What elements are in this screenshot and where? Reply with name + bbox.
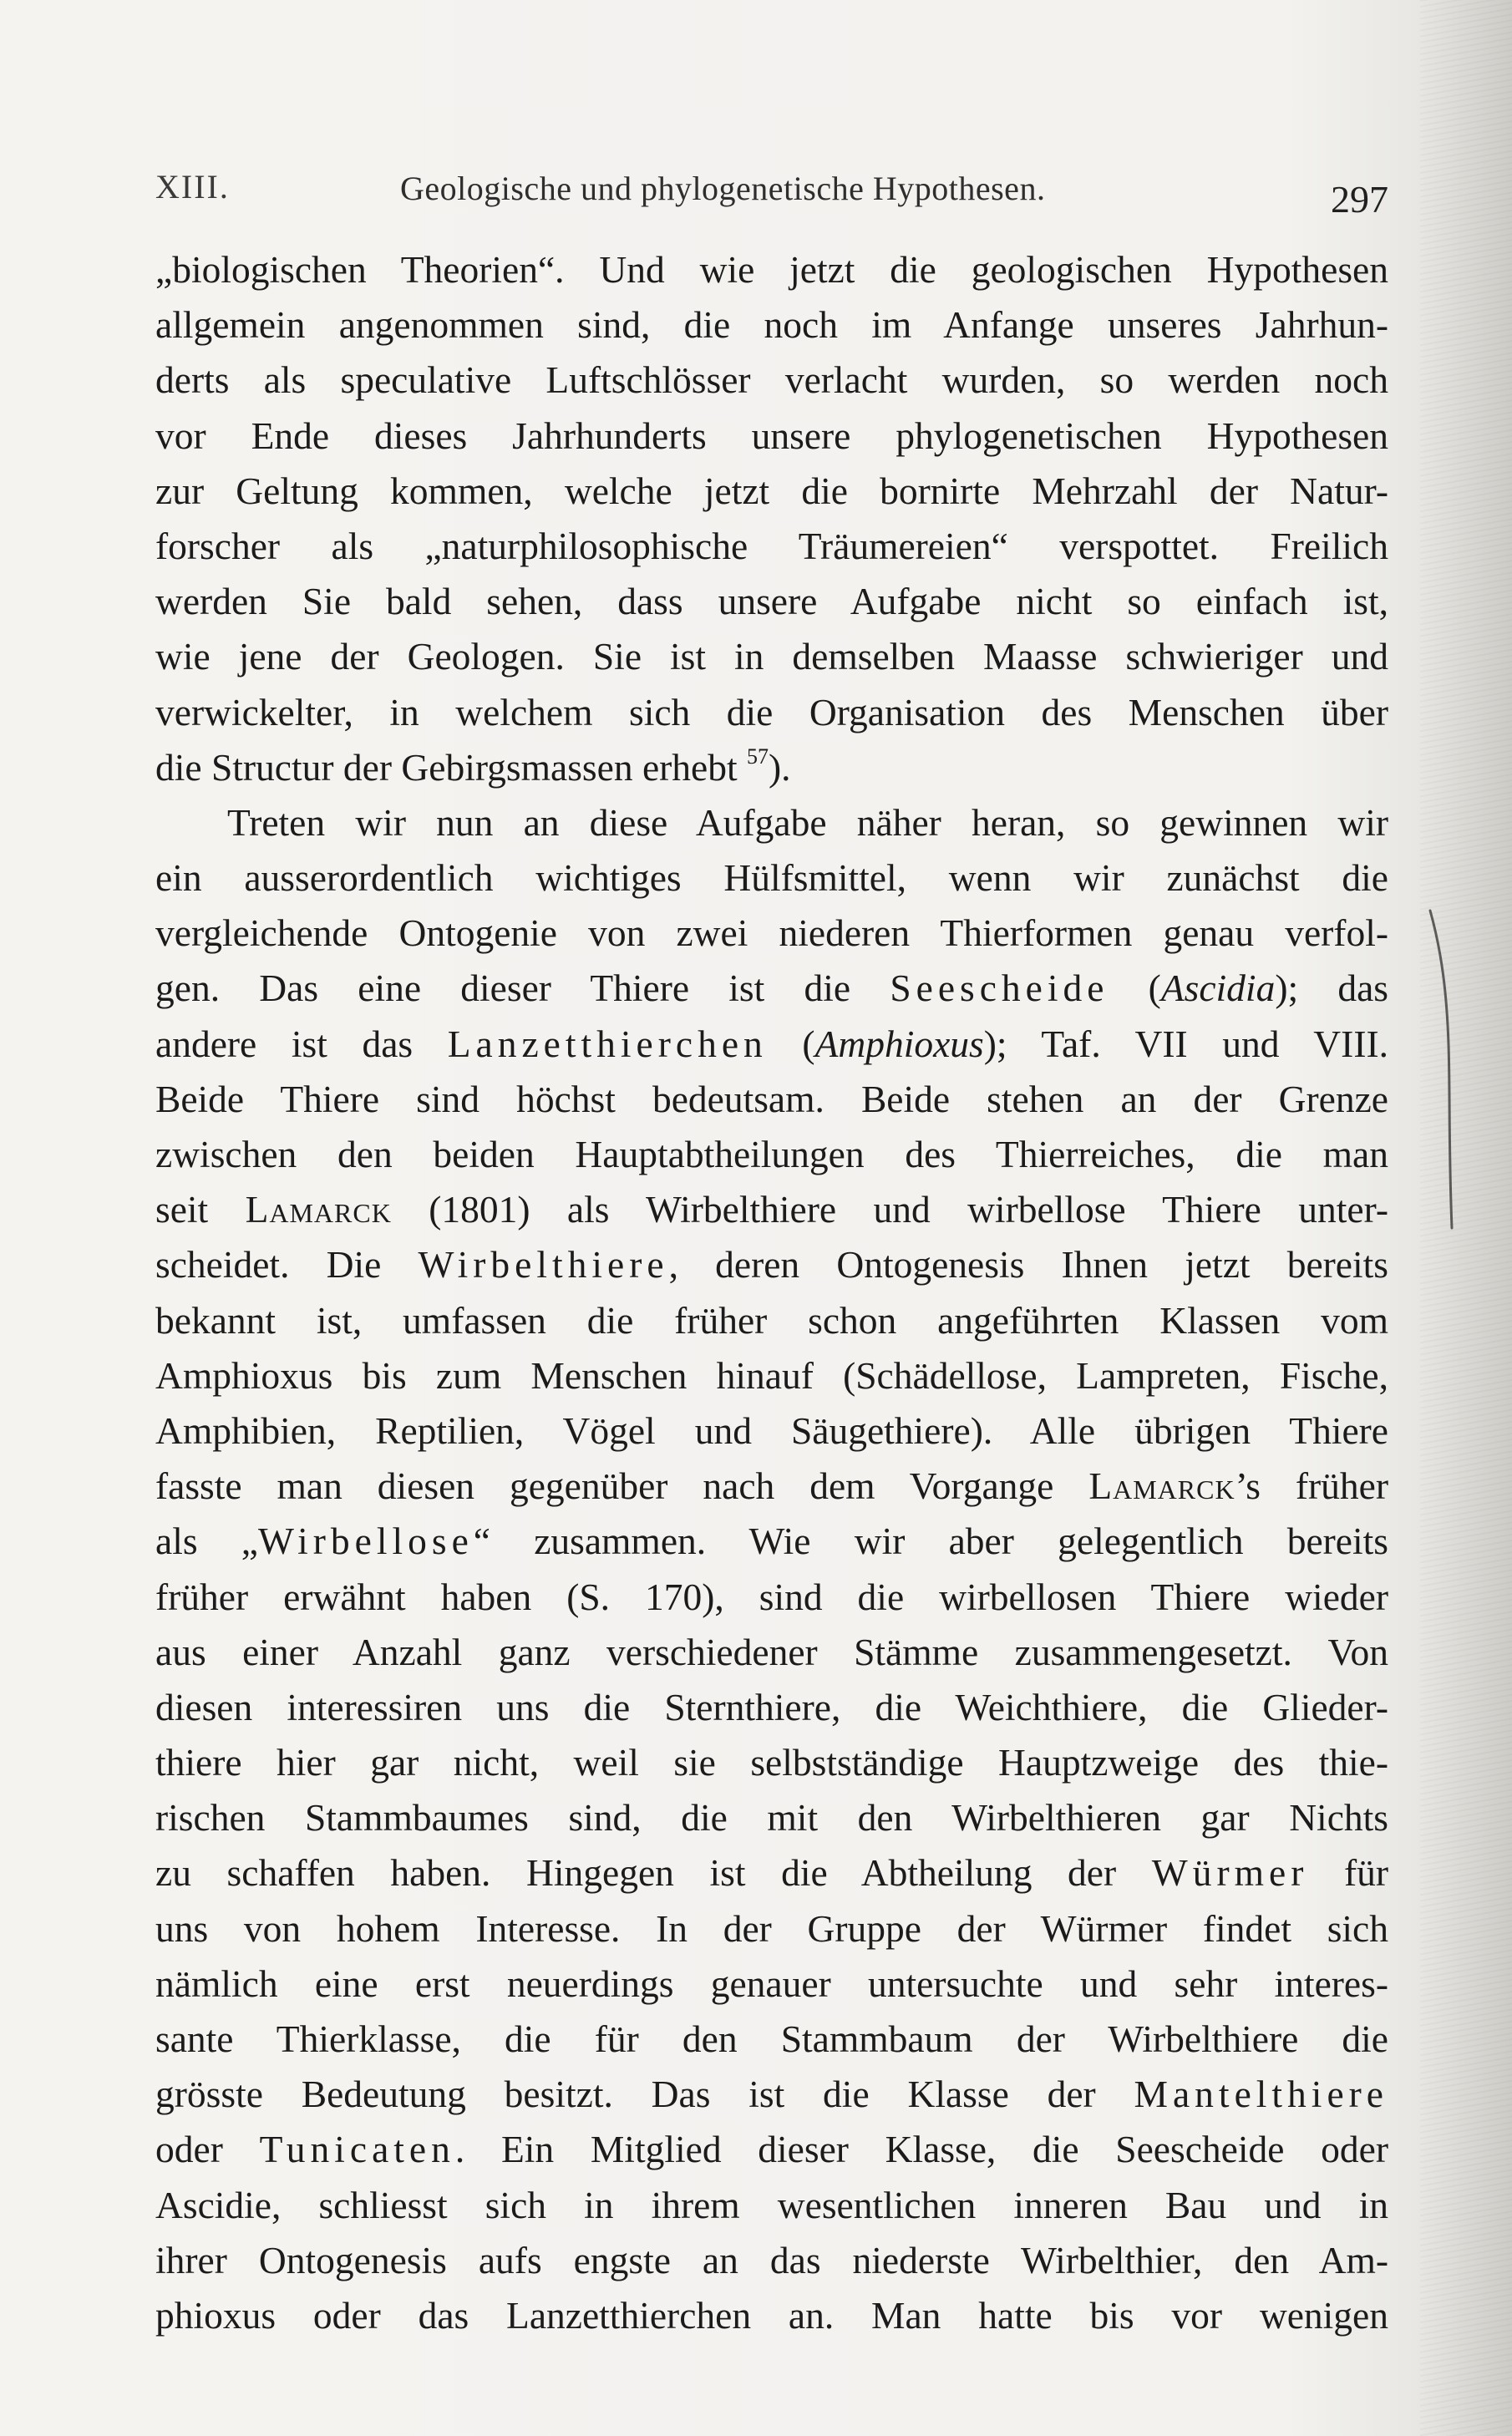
text-line: Beide Thiere sind höchst bedeutsam. Beide stehen an der Grenze	[155, 1077, 1388, 1120]
spaced-term: Mantelthiere	[1134, 2073, 1388, 2116]
body-text	[155, 242, 1388, 2343]
text-line: werden Sie bald sehen, dass unsere Aufgabe nicht so einfach ist,	[155, 580, 1388, 623]
text-line: sante Thierklasse, die für den Stammbaum der Wirbelthiere die	[155, 2017, 1388, 2060]
text-line: Amphibien, Reptilien, Vögel und Säugethiere). Alle übrigen Thiere	[155, 1408, 1388, 1452]
text-fragment: . Ein Mitglied dieser Klasse, die Seescheide oder	[454, 2128, 1388, 2171]
text-line: Ascidie, schliesst sich in ihrem wesentlichen inneren Bau und in	[155, 2183, 1388, 2226]
chapter-number: XIII.	[155, 168, 230, 206]
latin-name: Amphioxus	[814, 1022, 984, 1065]
text-line	[155, 740, 1388, 795]
text-line	[155, 1017, 1388, 1072]
text-fragment: (1801) als Wirbelthiere und wirbellose Thiere unter-	[391, 1188, 1388, 1231]
text-line: verwickelter, in welchem sich die Organisation des Menschen über	[155, 690, 1388, 733]
text-line	[155, 2122, 1388, 2177]
page-number: 297	[1331, 178, 1388, 221]
text-fragment: für	[1308, 1851, 1389, 1895]
text-line	[155, 1182, 1388, 1237]
text-line: ihrer Ontogenesis aufs engste an das niederste Wirbelthier, den Am-	[155, 2238, 1388, 2281]
text-line: vergleichende Ontogenie von zwei niederen Thierformen genau verfol-	[155, 911, 1388, 955]
text-fragment: als „	[155, 1520, 258, 1563]
spaced-term: Lanzetthierchen	[447, 1022, 768, 1065]
text-line	[155, 2067, 1388, 2122]
text-fragment: (	[767, 1022, 815, 1065]
text-line: wie jene der Geologen. Sie ist in demselben Maasse schwieriger und	[155, 635, 1388, 678]
text-fragment: gen. Das eine dieser Thiere ist die	[155, 967, 890, 1010]
margin-pencil-mark	[1427, 902, 1460, 1236]
spaced-term: Wirbellose	[257, 1520, 474, 1563]
text-line: diesen interessiren uns die Sternthiere, die Weichthiere, die Glieder-	[155, 1685, 1388, 1728]
latin-name: Ascidia	[1160, 967, 1276, 1010]
text-fragment: zu schaffen haben. Hingegen ist die Abtheilung der	[155, 1851, 1152, 1895]
text-line: forscher als „naturphilosophische Träumereien“ verspottet. Freilich	[155, 524, 1388, 567]
text-line: allgemein angenommen sind, die noch im Anfange unseres Jahrhun-	[155, 303, 1388, 347]
text-line: uns von hohem Interesse. In der Gruppe der Würmer findet sich	[155, 1906, 1388, 1950]
text-line: früher erwähnt haben (S. 170), sind die wirbellosen Thiere wieder	[155, 1575, 1388, 1618]
text-line: rischen Stammbaumes sind, die mit den Wirbelthieren gar Nichts	[155, 1796, 1388, 1840]
spaced-term: Wirbelthiere	[418, 1243, 669, 1287]
text-line	[155, 1514, 1388, 1569]
text-line: „biologischen Theorien“. Und wie jetzt die geologischen Hypothesen	[155, 248, 1388, 291]
footnote-reference[interactable]: 57	[747, 743, 769, 769]
text-fragment: grösste Bedeutung besitzt. Das ist die Klasse der	[155, 2073, 1134, 2116]
text-line: Amphioxus bis zum Menschen hinauf (Schädellose, Lampreten, Fische,	[155, 1353, 1388, 1397]
spaced-term: Tunicaten	[259, 2128, 455, 2171]
text-fragment: andere ist das	[155, 1022, 448, 1065]
text-fragment: , deren Ontogenesis Ihnen jetzt bereits	[668, 1243, 1388, 1287]
spaced-term: Seescheide	[890, 967, 1109, 1010]
text-fragment: die Structur der Gebirgsmassen erhebt	[155, 745, 738, 789]
text-line	[155, 1845, 1388, 1901]
author-name: Lamarck	[245, 1188, 392, 1231]
text-line: phioxus oder das Lanzetthierchen an. Man hatte bis vor wenigen	[155, 2293, 1388, 2337]
text-fragment: ); Taf. VII und VIII.	[983, 1022, 1388, 1065]
text-line: ein ausserordentlich wichtiges Hülfsmittel, wenn wir zunächst die	[155, 856, 1388, 900]
text-fragment: “ zusammen. Wie wir aber gelegentlich bereits	[473, 1520, 1388, 1563]
text-line: vor Ende dieses Jahrhunderts unsere phylogenetischen Hypothesen	[155, 414, 1388, 457]
text-fragment: seit	[155, 1188, 246, 1231]
text-line: Treten wir nun an diese Aufgabe näher heran, so gewinnen wir	[227, 800, 1388, 844]
text-line: thiere hier gar nicht, weil sie selbstständige Hauptzweige des thie-	[155, 1741, 1388, 1784]
spaced-term: Würmer	[1151, 1851, 1309, 1895]
text-fragment: fasste man diesen gegenüber nach dem Vorgange	[155, 1464, 1089, 1508]
text-line: bekannt ist, umfassen die früher schon angeführten Klassen vom	[155, 1298, 1388, 1342]
text-line: zur Geltung kommen, welche jetzt die bornirte Mehrzahl der Natur-	[155, 469, 1388, 512]
text-line: aus einer Anzahl ganz verschiedener Stämme zusammengesetzt. Von	[155, 1630, 1388, 1673]
text-line: nämlich eine erst neuerdings genauer untersuchte und sehr interes-	[155, 1961, 1388, 2005]
text-line: derts als speculative Luftschlösser verlacht wurden, so werden noch	[155, 358, 1388, 402]
text-line	[155, 1237, 1388, 1292]
text-line: zwischen den beiden Hauptabtheilungen des Thierreiches, die man	[155, 1133, 1388, 1175]
text-fragment: (	[1109, 967, 1161, 1010]
text-fragment: ).	[769, 745, 791, 789]
author-name: Lamarck	[1088, 1464, 1235, 1508]
text-fragment: scheidet. Die	[155, 1243, 419, 1287]
text-fragment: oder	[155, 2128, 260, 2171]
text-fragment: ); das	[1275, 967, 1388, 1010]
text-fragment: ’s früher	[1235, 1464, 1389, 1508]
text-line	[155, 961, 1388, 1016]
running-title: Geologische und phylogenetische Hypothesen.	[400, 170, 1046, 207]
running-header	[155, 167, 1388, 226]
text-line	[155, 1459, 1388, 1514]
